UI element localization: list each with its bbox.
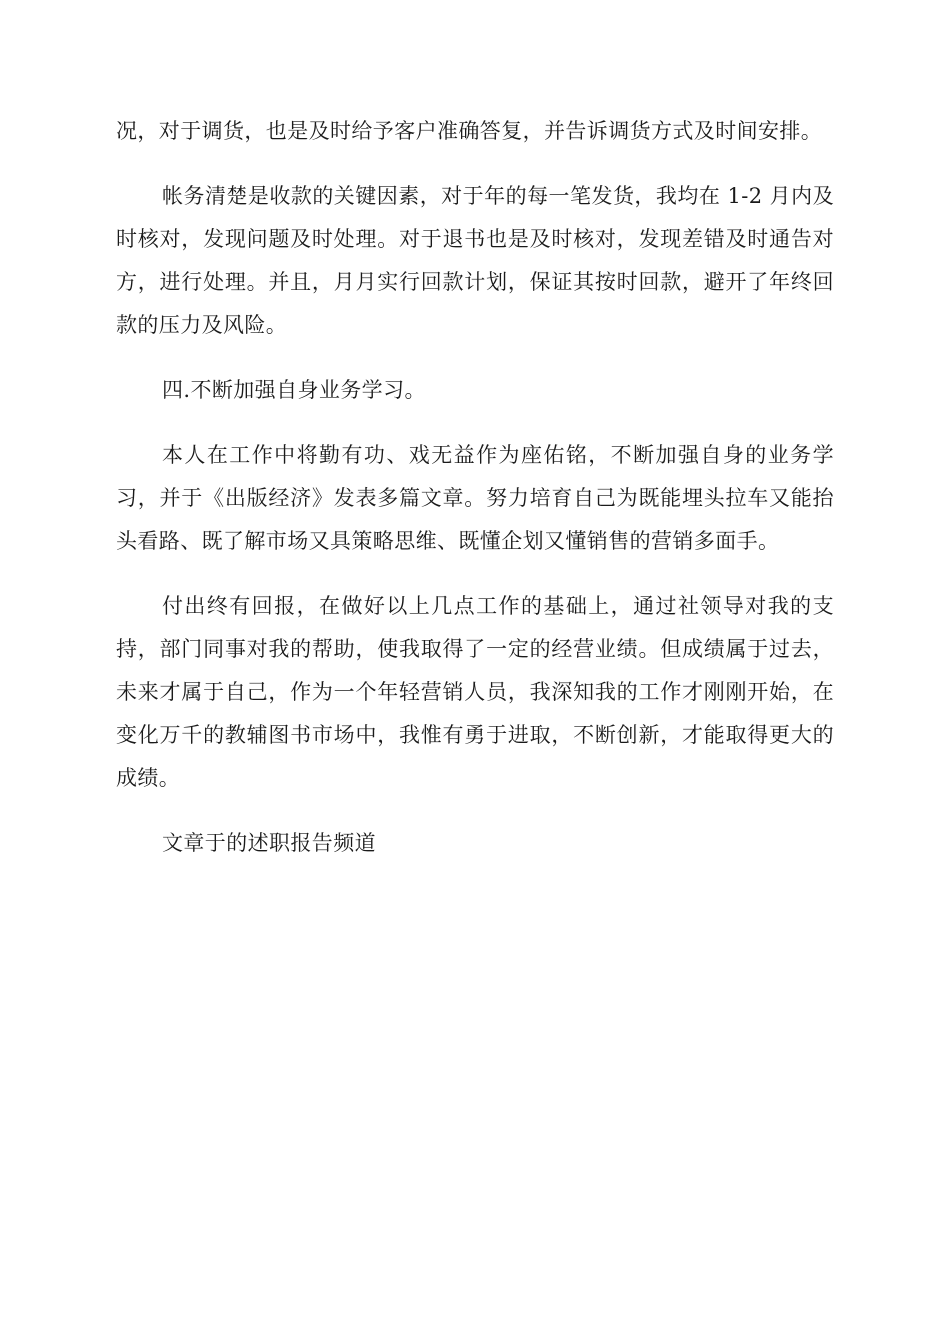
paragraph-accounts: 帐务清楚是收款的关键因素，对于年的每一笔发货，我均在 1-2 月内及时核对，发现问题及时处理。对于退书也是及时核对，发现差错及时通告对方，进行处理。并且，月月实行回款计划，保证其按时回款，避开了年终回款的压力及风险。 [116,184,834,337]
document-body [116,110,834,887]
source-note: 文章于的述职报告频道 [162,831,376,855]
section-heading-study: 四.不断加强自身业务学习。 [162,378,426,402]
paragraph-study: 本人在工作中将勤有功、戏无益作为座佑铭，不断加强自身的业务学习，并于《出版经济》发表多篇文章。努力培育自己为既能埋头拉车又能抬头看路、既了解市场又具策略思维、既懂企划又懂销售的营销多面手。 [116,443,834,553]
paragraph-continuation: 况，对于调货，也是及时给予客户准确答复，并告诉调货方式及时间安排。 [116,119,823,143]
paragraph-conclusion: 付出终有回报，在做好以上几点工作的基础上，通过社领导对我的支持，部门同事对我的帮助，使我取得了一定的经营业绩。但成绩属于过去，未来才属于自己，作为一个年轻营销人员，我深知我的工作才刚刚开始，在变化万千的教辅图书市场中，我惟有勇于进取，不断创新，才能取得更大的成绩。 [116,594,834,790]
